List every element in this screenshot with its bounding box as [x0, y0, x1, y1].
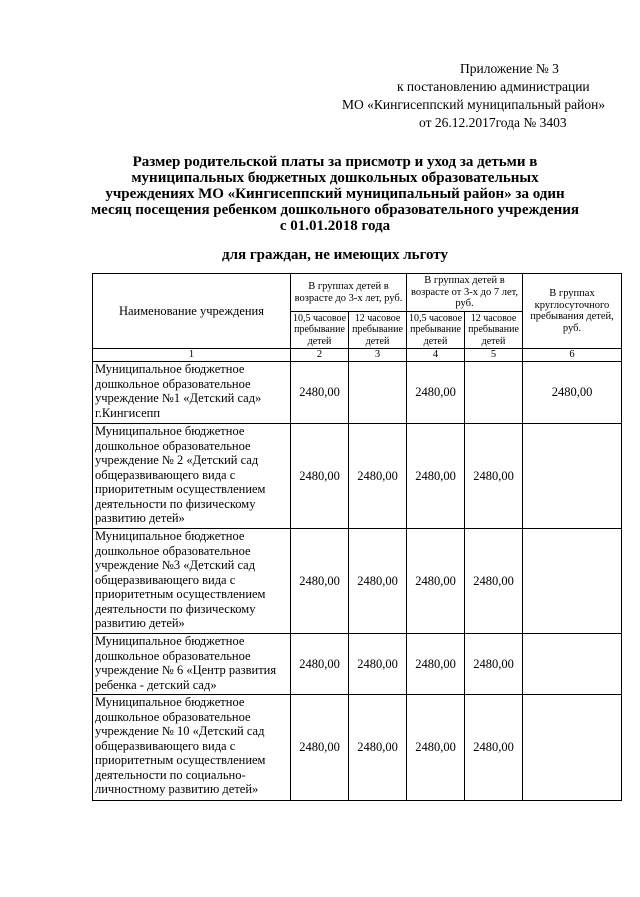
institution-name-cell: Муниципальное бюджетное дошкольное образовательное учреждение №1 «Детский сад» г.Кингисепп [93, 362, 291, 424]
fee-value-cell [349, 362, 407, 424]
annex-number: Приложение № 3 [460, 61, 559, 76]
fee-value-cell: 2480,00 [291, 695, 349, 801]
column-number: 1 [93, 349, 291, 362]
title-line: учреждениях МО «Кингисеппский муниципальный район» за один [105, 186, 565, 202]
title-line: с 01.01.2018 года [279, 218, 391, 234]
fee-value-cell: 2480,00 [407, 424, 465, 529]
fee-value-cell [523, 424, 622, 529]
fee-value-cell: 2480,00 [465, 695, 523, 801]
fee-table [92, 273, 622, 801]
fee-value-cell: 2480,00 [465, 634, 523, 695]
fee-value-cell [465, 362, 523, 424]
fee-value-cell: 2480,00 [407, 634, 465, 695]
fee-value-cell: 2480,00 [291, 634, 349, 695]
table-row [93, 695, 622, 801]
annex-header [300, 60, 606, 132]
fee-value-cell: 2480,00 [349, 634, 407, 695]
document-title [80, 154, 590, 234]
title-line: месяц посещения ребенком дошкольного образовательного учреждения [90, 202, 580, 218]
fee-value-cell [523, 695, 622, 801]
table-row [93, 634, 622, 695]
fee-value-cell: 2480,00 [465, 529, 523, 634]
annex-resolution: к постановлению администрации [397, 79, 590, 94]
fee-value-cell: 2480,00 [291, 529, 349, 634]
header-group-3-to-7: В группах детей в возрасте от 3-х до 7 лет, руб. [407, 274, 523, 312]
column-number-row [93, 349, 622, 362]
subheader-10-5-hours: 10,5 часовое пребывание детей [407, 312, 465, 349]
header-institution-name: Наименование учреждения [93, 274, 291, 349]
annex-date: от 26.12.2017года № 3403 [419, 115, 567, 130]
fee-value-cell [523, 634, 622, 695]
fee-value-cell: 2480,00 [291, 362, 349, 424]
fee-value-cell: 2480,00 [349, 695, 407, 801]
fee-value-cell: 2480,00 [465, 424, 523, 529]
title-line: муниципальных бюджетных дошкольных образовательных [131, 170, 539, 186]
institution-name-cell: Муниципальное бюджетное дошкольное образовательное учреждение № 2 «Детский сад общеразвивающего вида с приоритетным осуществлением деятельности по физическому развитию детей» [93, 424, 291, 529]
header-group-under-3: В группах детей в возрасте до 3-х лет, руб. [291, 274, 407, 312]
institution-name-cell: Муниципальное бюджетное дошкольное образовательное учреждение № 10 «Детский сад общеразвивающего вида с приоритетным осуществлением деятельности по социально-личностному развитию детей» [93, 695, 291, 801]
table-row [93, 529, 622, 634]
annex-municipality: МО «Кингисеппский муниципальный район» [342, 97, 606, 112]
fee-value-cell: 2480,00 [349, 529, 407, 634]
subheader-10-5-hours: 10,5 часовое пребывание детей [291, 312, 349, 349]
header-group-24h: В группах круглосуточного пребывания детей, руб. [523, 274, 622, 349]
column-number: 6 [523, 349, 622, 362]
column-number: 2 [291, 349, 349, 362]
fee-value-cell: 2480,00 [523, 362, 622, 424]
fee-value-cell [523, 529, 622, 634]
fee-value-cell: 2480,00 [349, 424, 407, 529]
table-row [93, 424, 622, 529]
fee-value-cell: 2480,00 [291, 424, 349, 529]
column-number: 5 [465, 349, 523, 362]
column-number: 3 [349, 349, 407, 362]
table-header-row [93, 274, 622, 312]
title-line: Размер родительской платы за присмотр и уход за детьми в [132, 154, 538, 170]
table-row [93, 362, 622, 424]
institution-name-cell: Муниципальное бюджетное дошкольное образовательное учреждение №3 «Детский сад общеразвивающего вида с приоритетным осуществлением деятельности по физическому развитию детей» [93, 529, 291, 634]
column-number: 4 [407, 349, 465, 362]
fee-value-cell: 2480,00 [407, 529, 465, 634]
subheader-12-hours: 12 часовое пребывание детей [349, 312, 407, 349]
fee-value-cell: 2480,00 [407, 695, 465, 801]
document-subtitle: для граждан, не имеющих льготу [222, 247, 448, 263]
fee-value-cell: 2480,00 [407, 362, 465, 424]
institution-name-cell: Муниципальное бюджетное дошкольное образовательное учреждение № 6 «Центр развития ребенка - детский сад» [93, 634, 291, 695]
subheader-12-hours: 12 часовое пребывание детей [465, 312, 523, 349]
